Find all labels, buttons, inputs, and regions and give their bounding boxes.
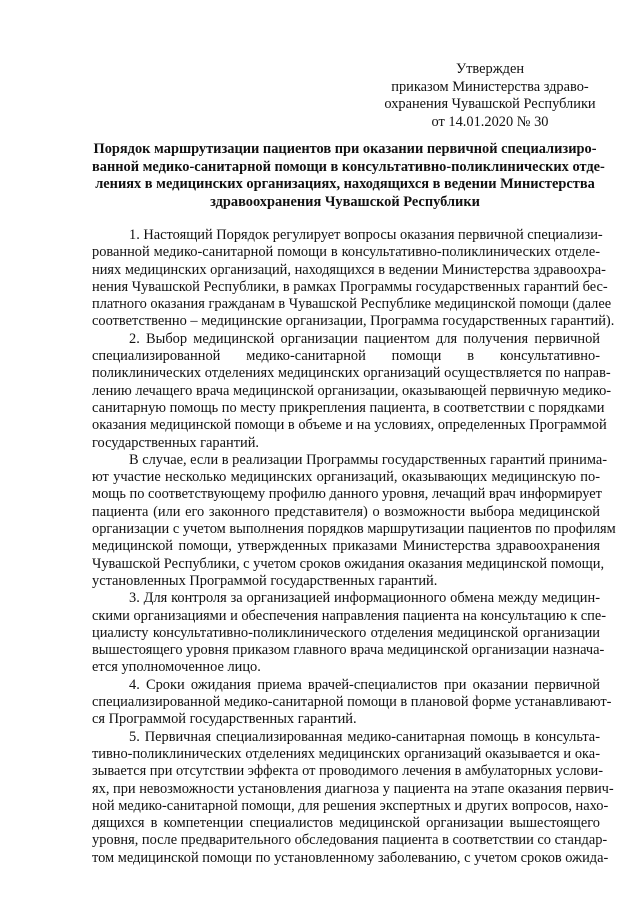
- body-line: скими организациями и обеспечения направления пациента на консультацию к спе-: [92, 607, 607, 624]
- body-line: ниях медицинских организаций, находящихся в ведении Министерства здравоохра-: [92, 261, 606, 278]
- body-line: специализированной медико-санитарной помощи в плановой форме устанавливают-: [92, 694, 612, 711]
- body-line: дящихся в компетенции специалистов медицинской организации вышестоящего: [92, 815, 600, 832]
- body-line: ной медико-санитарной помощи, для решения экспертных и других вопросов, нахо-: [92, 797, 609, 814]
- title-line: здравоохранения Чувашской Республики: [210, 193, 480, 210]
- title-line: Порядок маршрутизации пациентов при оказании первичной специализиро-: [93, 141, 597, 157]
- title-line: ванной медико-санитарной помощи в консультативно-поликлинических отде-: [92, 158, 605, 175]
- approval-line: от 14.01.2020 № 30: [431, 113, 549, 130]
- approval-line: Утвержден: [455, 61, 525, 77]
- body-line: поликлинических отделениях медицинских организаций осуществляется по направ-: [92, 365, 611, 382]
- body-line: ется уполномоченное лицо.: [92, 659, 261, 676]
- body-line: рованной медико-санитарной помощи в консультативно-поликлинических отделе-: [92, 244, 600, 261]
- body-line: санитарную помощь по месту прикрепления пациента, в соответствии с порядками: [92, 399, 605, 416]
- approval-stamp: [380, 61, 600, 131]
- body-line: пациента (или его законного представителя) о возможности выбора медицинской: [92, 503, 600, 520]
- body-line: организации с учетом выполнения порядков маршрутизации пациентов по профилям: [92, 521, 616, 538]
- body-line: зывается при отсутствии эффекта от проводимого лечения в амбулаторных услови-: [92, 763, 603, 780]
- body-line: 4. Сроки ожидания приема врачей-специалистов при оказании первичной: [129, 676, 600, 693]
- body-line: 1. Настоящий Порядок регулирует вопросы оказания первичной специализи-: [129, 227, 603, 243]
- body-line: мощь по соответствующему профилю данного уровня, лечащий врач информирует: [92, 486, 602, 503]
- body-line: вышестоящего уровня приказом главного врача медицинской организации назнача-: [92, 642, 605, 659]
- document-body: [92, 227, 616, 867]
- document-title: [92, 141, 605, 211]
- body-line: циалисту консультативно-поликлинического отделения медицинской организации: [92, 624, 600, 641]
- body-line: 2. Выбор медицинской организации пациентом для получения первичной: [129, 330, 600, 347]
- body-line: медицинской помощи, утвержденных приказами Министерства здравоохранения: [92, 538, 600, 555]
- body-line: 5. Первичная специализированная медико-санитарная помощь в консульта-: [129, 728, 600, 745]
- approval-line: охранения Чувашской Республики: [384, 96, 596, 112]
- body-line: ях, при невозможности установления диагноза у пациента на этапе оказания первич-: [92, 780, 614, 797]
- body-line: В случае, если в реализации Программы государственных гарантий принима-: [129, 451, 608, 468]
- approval-line: приказом Министерства здраво-: [391, 78, 589, 95]
- body-line: специализированной медико-санитарной помощи в консультативно-: [92, 348, 600, 365]
- body-line: нения Чувашской Республики, в рамках Программы государственных гарантий бес-: [92, 278, 608, 295]
- body-line: уровня, после предварительного обследования пациента в соответствии со стандар-: [92, 832, 608, 849]
- body-line: установленных Программой государственных гарантий.: [92, 572, 438, 589]
- body-line: том медицинской помощи по установленному заболеванию, с учетом сроков ожида-: [92, 849, 609, 866]
- body-line: Чувашской Республики, с учетом сроков ожидания оказания медицинской помощи,: [92, 555, 605, 572]
- body-line: соответственно – медицинские организации, Программа государственных гарантий).: [92, 313, 615, 330]
- body-line: платного оказания гражданам в Чувашской Республике медицинской помощи (далее: [92, 296, 612, 313]
- body-line: 3. Для контроля за организацией информационного обмена между медицин-: [129, 590, 600, 607]
- body-line: оказания медицинской помощи в объеме и на условиях, определенных Программой: [92, 417, 607, 434]
- body-line: ся Программой государственных гарантий.: [92, 711, 357, 728]
- body-line: ют участие несколько медицинских организаций, оказывающих медицинскую по-: [92, 469, 600, 486]
- body-line: государственных гарантий.: [92, 434, 259, 451]
- title-line: лениях в медицинских организациях, находящихся в ведении Министерства: [95, 176, 595, 193]
- body-line: лению лечащего врача медицинской организации, оказывающей первичную медико-: [92, 382, 612, 399]
- body-line: тивно-поликлинических отделениях медицинских организаций оказывается и ока-: [92, 745, 600, 762]
